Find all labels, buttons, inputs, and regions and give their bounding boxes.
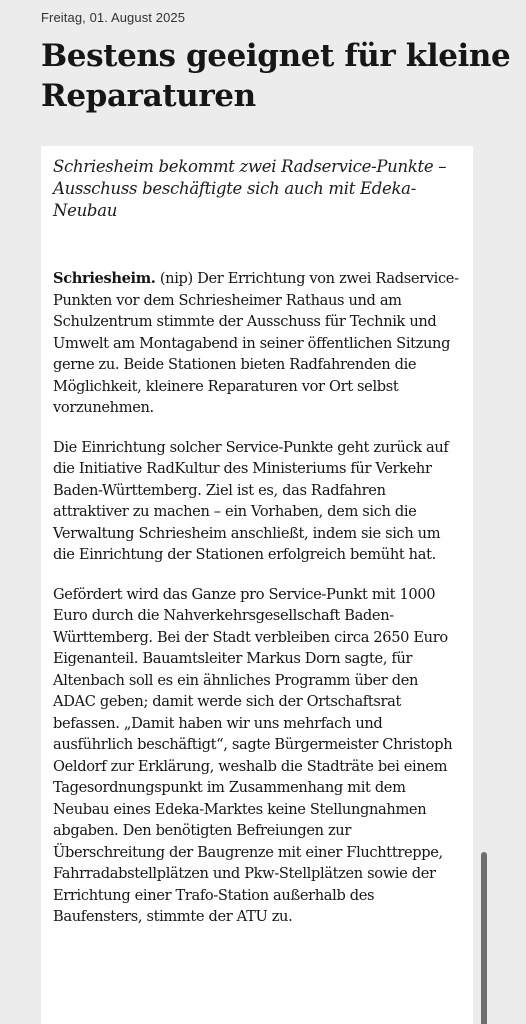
article-headline: Bestens geeignet für kleine Reparaturen	[41, 38, 511, 114]
scrollbar-thumb[interactable]	[481, 852, 487, 1024]
article-subtitle: Schriesheim bekommt zwei Radservice-Punkte – Ausschuss beschäftigte sich auch mit Edeka-Neubau	[53, 157, 447, 220]
article-paragraph-2: Die Einrichtung solcher Service-Punkte geht zurück auf die Initiative RadKultur des Ministeriums für Verkehr Baden-Württemberg. Ziel ist es, das Radfahren attraktiver zu machen – ein Vorhaben, dem sich die Verwaltung Schriesheim anschließt, indem sie sich um die Einrichtung der Stationen erfolgreich bemüht hat.	[53, 438, 449, 563]
article-body-card[interactable]	[41, 146, 473, 1024]
article-paragraph-3: Gefördert wird das Ganze pro Service-Punkt mit 1000 Euro durch die Nahverkehrsgesellschaft Baden-Württemberg. Bei der Stadt verbleiben circa 2650 Euro Eigenanteil. Bauamtsleiter Markus Dorn sagte, für Altenbach soll es ein ähnliches Programm über den ADAC geben; damit werde sich der Ortschaftsrat befassen. „Damit haben wir uns mehrfach und ausführlich beschäftigt“, sagte Bürgermeister Christoph Oeldorf zur Erklärung, weshalb die Stadträte bei einem Tagesordnungspunkt im Zusammenhang mit dem Neubau eines Edeka-Marktes keine Stellungnahmen abgaben. Den benötigten Befreiungen zur Überschreitung der Baugrenze mit einer Fluchttreppe, Fahrradabstellplätzen und Pkw-Stellplätzen sowie der Errichtung einer Trafo-Station außerhalb des Baufensters, stimmte der ATU zu.	[53, 585, 453, 925]
article-paragraph-1	[53, 268, 461, 419]
article-dateline: Schriesheim.	[53, 270, 156, 287]
article-date: Freitag, 01. August 2025	[41, 10, 186, 25]
article-paragraph-1-text: (nip) Der Errichtung von zwei Radservice-Punkten vor dem Schriesheimer Rathaus und am Schulzentrum stimmte der Ausschuss für Technik und Umwelt am Montagabend in seiner öffentlichen Sitzung gerne zu. Beide Stationen bieten Radfahrenden die Möglichkeit, kleinere Reparaturen vor Ort selbst vorzunehmen.	[53, 270, 459, 416]
